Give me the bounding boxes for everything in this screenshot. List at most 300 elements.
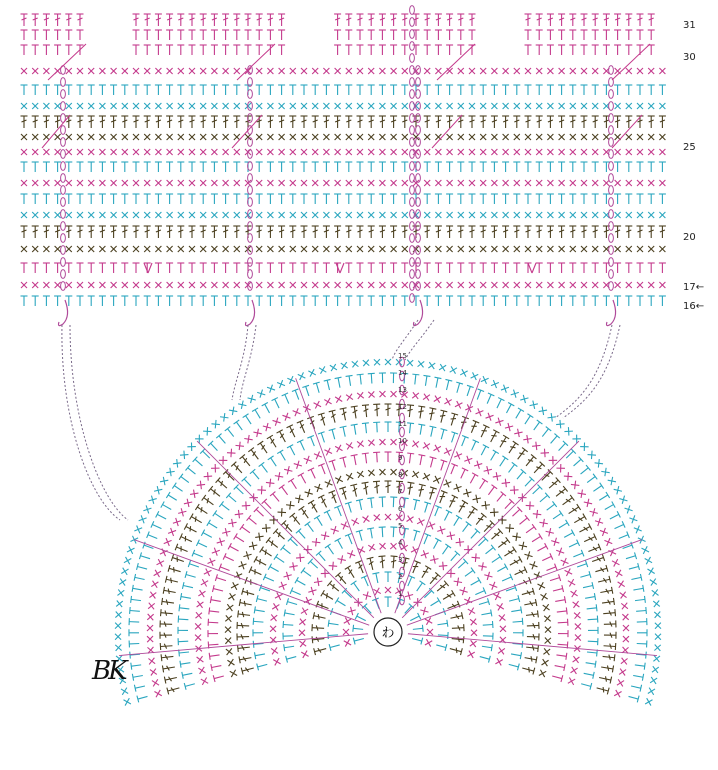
stitch-F [168,565,181,575]
stitch-x [434,445,441,452]
stitch-x [223,103,229,109]
stitch-F [508,556,522,568]
stitch-F [603,14,610,26]
stitch-x [519,542,527,550]
stitch-T [648,162,655,172]
stitch-x [312,68,318,74]
stitch-T [155,162,162,172]
stitch-F [99,116,106,128]
stitch-x [198,667,205,674]
stitch-T [390,263,397,273]
stitch-T [121,85,128,95]
magic-ring-symbol: わ [381,626,395,641]
stitch-F [237,633,249,640]
stitch-T [592,45,599,55]
stitch-x [155,246,161,252]
stitch-F [32,116,39,128]
stitch-F [155,116,162,128]
stitch-x [335,180,341,186]
stitch-F [390,556,398,569]
stitch-T [571,457,583,469]
stitch-T [211,296,218,306]
stitch-x [495,418,503,426]
chain-stitch [61,234,66,243]
stitch-x [368,212,374,218]
stitch-x [139,515,147,523]
stitch-F [417,406,426,419]
stitch-T [625,296,632,306]
stitch-x [335,476,343,484]
stitch-T [545,501,557,513]
stitch-x [223,282,229,288]
stitch-F [256,226,263,238]
stitch-T [301,263,308,273]
stitch-T [578,465,590,477]
stitch-T [457,162,464,172]
stitch-x [444,398,451,405]
stitch-F [32,14,39,26]
stitch-x [424,149,430,155]
dotted-connector [405,320,434,360]
stitch-x [570,103,576,109]
stitch-T [110,162,117,172]
stitch-T [222,263,229,273]
stitch-F [648,14,655,26]
stitch-F [558,14,565,26]
stitch-T [283,621,293,629]
stitch-F [648,226,655,238]
stitch-x [539,407,547,415]
stitch-T [110,296,117,306]
stitch-x [559,103,565,109]
stitch-F [222,116,229,128]
stitch-T [390,296,397,306]
stitch-T [351,424,360,435]
stitch-T [536,45,543,55]
stitch-T [133,85,140,95]
stitch-F [260,547,274,559]
stitch-x [256,180,262,186]
stitch-T [305,522,317,534]
stitch-T [329,642,340,651]
stitch-T [614,263,621,273]
stitch-x [505,524,513,532]
stitch-x [614,690,621,697]
stitch-x [427,522,435,530]
stitch-x [308,369,315,376]
stitch-T [308,559,320,571]
stitch-T [177,263,184,273]
stitch-x [499,614,506,621]
stitch-T [558,45,565,55]
stitch-F [350,484,360,497]
stitch-T [513,408,524,420]
stitch-x [454,578,462,586]
stitch-T [569,194,576,204]
stitch-x [284,466,292,474]
stitch-T [222,194,229,204]
stitch-T [77,30,84,40]
stitch-x [234,180,240,186]
stitch-x [330,364,337,371]
stitch-x [634,525,642,533]
stitch-x [532,442,540,450]
stitch-T [257,661,268,670]
stitch-F [390,226,397,238]
stitch-x [267,212,273,218]
stitch-x [525,134,531,140]
stitch-x [348,607,356,615]
stitch-T [345,194,352,204]
stitch-T [134,574,145,583]
stitch-x [592,134,598,140]
stitch-x [368,391,374,397]
stitch-x [189,103,195,109]
stitch-x [428,362,435,369]
stitch-F [489,529,503,542]
stitch-x [486,413,494,421]
stitch-F [406,482,415,495]
stitch-T [233,162,240,172]
stitch-F [321,590,335,602]
stitch-T [508,595,519,604]
stitch-F [155,226,162,238]
stitch-x [511,390,519,398]
stitch-T [131,596,142,604]
stitch-F [88,116,95,128]
stitch-F [328,491,339,505]
stitch-x [189,180,195,186]
stitch-x [43,134,49,140]
stitch-T [302,385,312,397]
stitch-x [341,522,349,530]
stitch-T [524,524,536,536]
stitch-x [543,648,550,655]
stitch-T [637,162,644,172]
stitch-T [513,296,520,306]
stitch-x [433,476,441,484]
stitch-x [178,134,184,140]
stitch-T [394,598,404,610]
stitch-T [588,627,598,634]
stitch-T [278,194,285,204]
stitch-x [405,592,413,600]
stitch-T [568,540,580,551]
stitch-T [21,296,28,306]
stitch-T [424,85,431,95]
stitch-x [77,180,83,186]
stitch-x [21,134,27,140]
stitch-x [99,68,105,74]
stitch-x [456,538,464,546]
stitch-x [344,639,351,646]
stitch-T [43,45,50,55]
stitch-T [222,162,229,172]
stitch-T [510,651,521,660]
stitch-F [155,14,162,26]
stitch-T [446,85,453,95]
stitch-T [166,162,173,172]
stitch-T [137,693,148,702]
stitch-x [167,103,173,109]
stitch-F [278,14,285,26]
stitch-T [200,45,207,55]
stitch-x [299,640,306,647]
stitch-F [401,116,408,128]
stitch-x [200,134,206,140]
stitch-T [659,85,666,95]
stitch-x [464,456,472,464]
stitch-x [301,134,307,140]
stitch-F [43,226,50,238]
stitch-x [271,614,278,621]
stitch-T [591,483,603,494]
hook-curl [607,300,616,326]
stitch-x [88,212,94,218]
stitch-x [278,508,286,516]
stitch-T [457,296,464,306]
stitch-T [357,45,364,55]
stitch-T [325,544,336,556]
stitch-T [289,194,296,204]
stitch-T [556,651,567,659]
stitch-x [626,180,632,186]
stitch-T [446,194,453,204]
stitch-T [110,85,117,95]
stitch-T [353,625,364,633]
stitch-x [314,452,322,460]
stitch-T [133,30,140,40]
stitch-T [581,296,588,306]
stitch-F [497,435,509,449]
stitch-T [312,194,319,204]
stitch-T [99,263,106,273]
stitch-T [180,593,191,602]
stitch-x [99,149,105,155]
stitch-T [379,373,386,383]
stitch-T [245,30,252,40]
stitch-x [368,544,375,551]
stitch-x [424,68,430,74]
stitch-T [457,263,464,273]
stitch-T [411,374,419,385]
stitch-x [154,690,161,697]
stitch-T [356,530,365,542]
stitch-T [121,296,128,306]
stitch-x [187,442,195,450]
stitch-x [335,282,341,288]
stitch-x [144,282,150,288]
stitch-T [424,30,431,40]
dotted-connector [555,325,612,418]
stitch-T [486,485,498,497]
stitch-F [43,14,50,26]
stitch-F [190,514,204,526]
ring-number: 15 [398,352,407,360]
stitch-x [460,369,467,376]
stitch-x [570,134,576,140]
stitch-T [32,85,39,95]
stitch-x [21,282,27,288]
chain-stitch [61,222,66,231]
stitch-x [204,568,212,576]
stitch-T [525,30,532,40]
stitch-T [186,465,198,477]
stitch-T [547,194,554,204]
stitch-x [167,180,173,186]
stitch-x [390,391,396,397]
chain-stitch [410,102,415,111]
stitch-x [548,413,556,421]
stitch-x [152,679,159,686]
stitch-F [165,576,178,586]
stitch-T [318,463,328,475]
stitch-T [77,162,84,172]
stitch-x [581,212,587,218]
stitch-F [323,226,330,238]
stitch-x [248,395,256,403]
stitch-x [55,246,61,252]
stitch-x [167,149,173,155]
stitch-x [346,134,352,140]
stitch-x [655,623,661,629]
stitch-T [200,296,207,306]
stitch-F [368,116,375,128]
stitch-T [139,552,151,562]
stitch-x [454,452,462,460]
stitch-x [471,630,477,636]
stitch-x [253,429,261,437]
stitch-x [290,149,296,155]
stitch-T [558,296,565,306]
chain-stitch [609,162,614,171]
stitch-F [536,116,543,128]
stitch-x [559,134,565,140]
stitch-x [363,360,369,366]
stitch-x [539,670,546,677]
chain-stitch [410,198,415,207]
stitch-x [423,394,430,401]
stitch-T [435,162,442,172]
stitch-x [201,579,208,586]
stitch-T [547,85,554,95]
stitch-T [630,683,641,692]
stitch-T [614,30,621,40]
stitch-x [147,636,153,642]
stitch-x [178,68,184,74]
stitch-T [583,670,594,679]
stitch-x [549,456,557,464]
stitch-x [312,212,318,218]
stitch-x [423,442,430,449]
stitch-x [257,486,265,494]
stitch-x [536,68,542,74]
stitch-F [200,116,207,128]
stitch-T [200,30,207,40]
stitch-T [637,194,644,204]
stitch-x [173,459,181,467]
stitch-F [245,14,252,26]
stitch-T [585,474,597,486]
stitch-x [626,246,632,252]
stitch-F [390,14,397,26]
stitch-x [503,212,509,218]
stitch-F [242,588,255,598]
stitch-T [368,45,375,55]
stitch-T [625,552,637,562]
stitch-F [406,405,414,418]
stitch-x [189,68,195,74]
stitch-x [648,688,655,695]
stitch-x [581,103,587,109]
stitch-x [514,68,520,74]
stitch-T [469,194,476,204]
stitch-x [99,282,105,288]
stitch-T [603,30,610,40]
stitch-T [401,263,408,273]
stitch-x [21,212,27,218]
stitch-x [289,562,297,570]
stitch-T [406,453,414,464]
stitch-x [77,68,83,74]
stitch-T [569,45,576,55]
stitch-T [288,478,299,490]
stitch-F [175,544,189,555]
stitch-T [209,607,220,615]
stitch-T [457,194,464,204]
stitch-F [573,514,587,526]
stitch-x [279,246,285,252]
stitch-T [21,45,28,55]
stitch-x [595,459,603,467]
stitch-T [614,162,621,172]
stitch-x [184,499,192,507]
stitch-T [189,45,196,55]
stitch-T [633,672,644,681]
stitch-x [543,604,550,611]
stitch-x [491,134,497,140]
stitch-x [575,634,581,640]
stitch-x [648,246,654,252]
stitch-x [424,180,430,186]
stitch-x [385,587,391,593]
stitch-T [586,604,597,612]
stitch-x [503,134,509,140]
stitch-x [469,68,475,74]
stitch-F [390,116,397,128]
stitch-x [277,380,285,388]
radial-slip-line [402,441,579,618]
stitch-F [625,226,632,238]
slip-line [437,44,475,80]
stitch-T [43,296,50,306]
stitch-T [480,296,487,306]
stitch-T [502,85,509,95]
stitch-x [368,470,375,477]
ring-number: 13 [398,386,407,394]
stitch-x [290,134,296,140]
stitch-F [362,405,370,418]
ring-number: 7 [398,488,403,496]
chain-stitch [410,90,415,99]
stitch-T [210,596,221,605]
stitch-T [256,595,267,604]
stitch-x [402,180,408,186]
stitch-x [55,103,61,109]
stitch-x [447,246,453,252]
stitch-x [21,103,27,109]
stitch-x [368,439,375,446]
